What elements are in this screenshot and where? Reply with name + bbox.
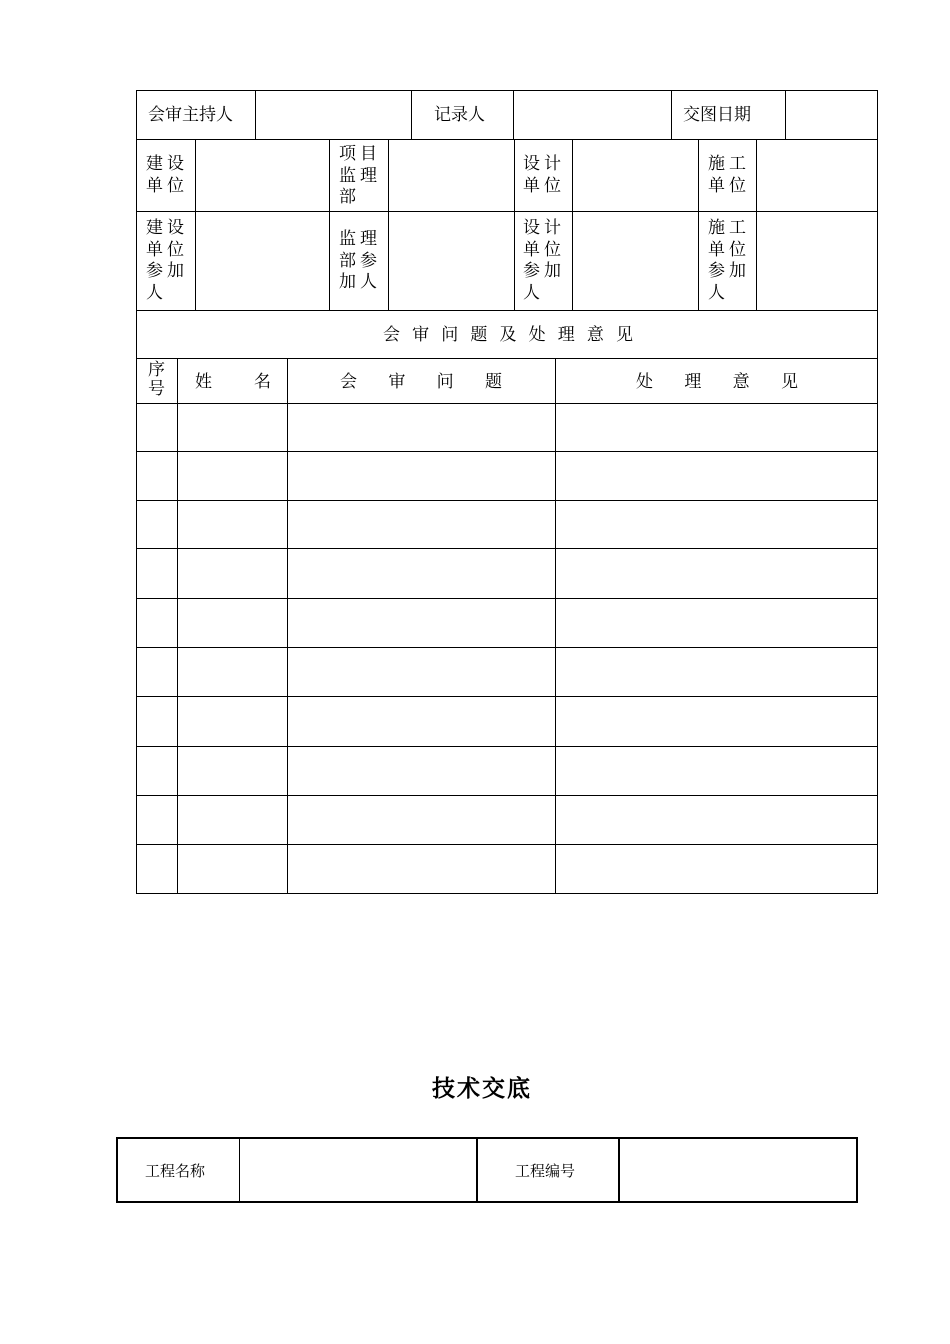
col-name-char: 姓 — [195, 372, 212, 392]
col-opinion-char: 见 — [780, 372, 798, 392]
col-issue-char: 会 — [340, 372, 357, 392]
rule — [698, 139, 699, 310]
rule — [555, 358, 556, 893]
rule — [756, 139, 757, 310]
rule — [785, 90, 786, 139]
rule — [195, 139, 196, 310]
supervision-attendees-label: 监理部参加人 — [339, 229, 381, 292]
rule — [136, 844, 878, 845]
col-name-char: 名 — [254, 372, 271, 392]
rule — [877, 90, 878, 893]
section-title-char: 意 — [586, 325, 604, 345]
rule — [618, 1138, 620, 1202]
rule — [136, 598, 878, 599]
recorder-label: 记录人 — [434, 105, 485, 125]
rule — [116, 1201, 858, 1203]
section-title-char: 题 — [470, 325, 488, 345]
rule — [136, 893, 878, 894]
project-supervision-label: 项目监理部 — [339, 144, 381, 207]
rule — [136, 548, 878, 549]
section-title-char: 审 — [412, 325, 430, 345]
rule — [239, 1138, 240, 1202]
rule — [513, 90, 514, 139]
section-title-char: 理 — [557, 325, 575, 345]
section-title — [383, 324, 633, 346]
rule — [136, 746, 878, 747]
section-title-char: 及 — [499, 325, 517, 345]
rule — [136, 211, 878, 212]
rule — [671, 90, 672, 139]
section-title-char: 会 — [383, 325, 400, 345]
rule — [136, 795, 878, 796]
builder-attendees-label: 施工单位参加人 — [708, 218, 750, 303]
construction-unit-label: 建设单位 — [146, 154, 188, 196]
handover-date-label: 交图日期 — [683, 105, 751, 125]
rule — [388, 139, 389, 310]
col-opinion-char: 处 — [636, 372, 653, 392]
col-issue-char: 题 — [484, 372, 502, 392]
rule — [514, 139, 515, 310]
rule — [116, 1137, 118, 1203]
rule — [136, 647, 878, 648]
col-opinion-char: 意 — [732, 372, 750, 392]
section-title-char: 问 — [441, 325, 459, 345]
design-attendees-label: 设计单位参加人 — [523, 218, 565, 303]
rule — [329, 139, 330, 310]
rule — [136, 139, 878, 140]
rule — [136, 500, 878, 501]
design-unit-label: 设计单位 — [523, 154, 565, 196]
col-opinion-header — [636, 371, 798, 393]
rule — [572, 139, 573, 310]
builder-unit-label: 施工单位 — [708, 154, 750, 196]
col-issue-header — [340, 371, 502, 393]
project-no-label: 工程编号 — [515, 1162, 576, 1180]
rule — [287, 358, 288, 893]
rule — [411, 90, 412, 139]
rule — [136, 90, 137, 893]
rule — [136, 403, 878, 404]
rule — [177, 358, 178, 893]
host-label: 会审主持人 — [148, 105, 233, 125]
col-seq-header: 序号 — [148, 360, 169, 399]
rule — [136, 358, 878, 359]
rule — [136, 696, 878, 697]
rule — [136, 451, 878, 452]
rule — [856, 1137, 858, 1203]
col-opinion-char: 理 — [684, 372, 702, 392]
section-title-char: 见 — [616, 325, 633, 345]
rule — [255, 90, 256, 139]
col-issue-char: 审 — [388, 372, 406, 392]
rule — [136, 310, 878, 311]
project-name-label: 工程名称 — [145, 1162, 206, 1180]
col-name-header — [195, 371, 271, 393]
section-title-char: 处 — [528, 325, 546, 345]
rule — [136, 90, 878, 91]
rule — [476, 1138, 478, 1202]
rule — [116, 1137, 858, 1139]
col-issue-char: 问 — [436, 372, 454, 392]
tech-brief-title: 技术交底 — [432, 1075, 532, 1102]
construction-attendees-label: 建设单位参加人 — [146, 218, 188, 303]
